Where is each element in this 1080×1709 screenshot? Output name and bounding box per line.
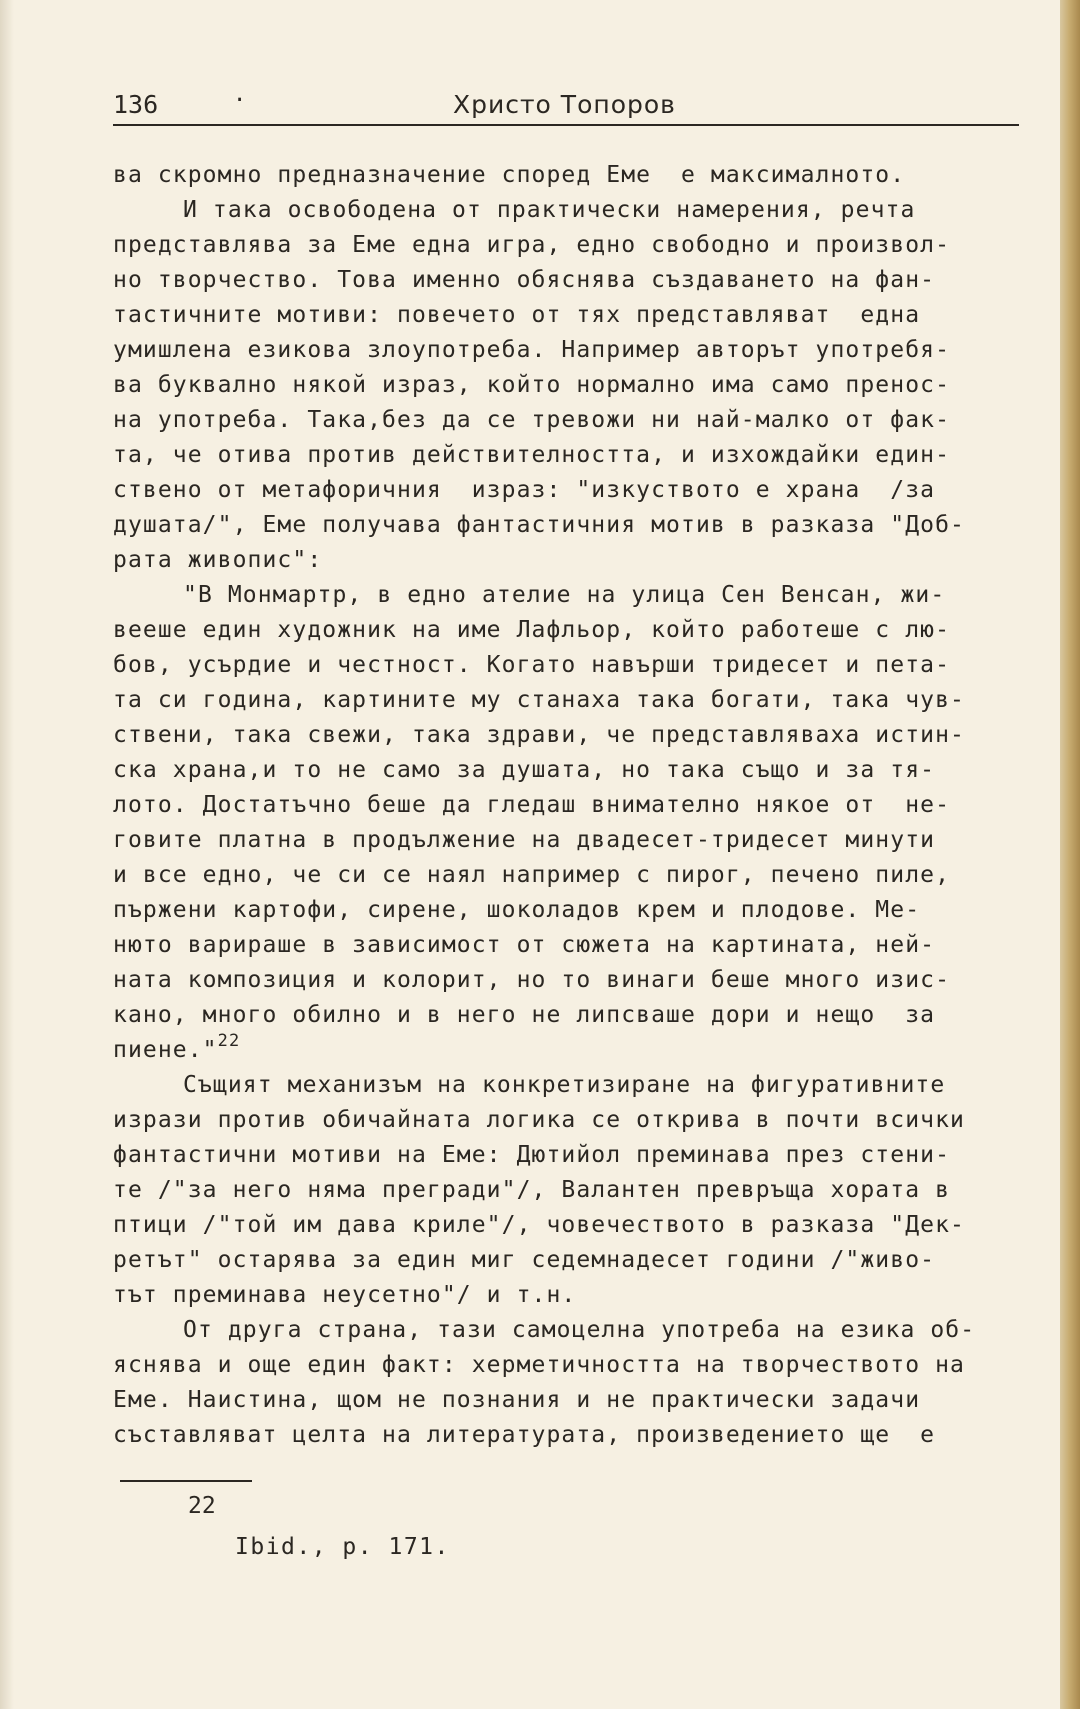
footnote-divider [120, 1480, 252, 1482]
text-line: та, че отива против действителността, и изхождайки един- [113, 442, 951, 468]
text-line: бов, усърдие и честност. Когато навърши тридесет и пета- [113, 652, 951, 678]
text-line-with-footnote-ref [113, 1033, 1053, 1068]
text-line: яснява и още един факт: херметичността на творчеството на [113, 1352, 965, 1378]
text-line: ва скромно предназначение според Еме е максималното. [113, 162, 906, 188]
text-line: пържени картофи, сирене, шоколадов крем и плодове. Ме- [113, 897, 921, 923]
text-line: и все едно, че си се наял например с пирог, печено пиле, [113, 862, 951, 888]
footnote-number: 22 [188, 1493, 216, 1519]
page-number: 136 [113, 90, 159, 119]
text-line: ствени, така свежи, така здрави, че представляваха истин- [113, 722, 965, 748]
text-line: Еме. Наистина, щом не познания и не практически задачи [113, 1387, 921, 1413]
text-line: тът преминава неусетно"/ и т.н. [113, 1282, 577, 1308]
text-line: но творчество. Това именно обяснява създаването на фан- [113, 267, 936, 293]
text-line: умишлена езикова злоупотреба. Например авторът употребя- [113, 337, 951, 363]
page-binding-edge [1060, 0, 1080, 1709]
text-line: пиене." [113, 1037, 218, 1063]
text-line: ретът" остарява за един миг седемнадесет години /"живо- [113, 1247, 936, 1273]
text-line: представлява за Еме една игра, едно свободно и произвол- [113, 232, 951, 258]
text-line: ва буквално някой израз, който нормално има само пренос- [113, 372, 951, 398]
text-line: нюто варираше в зависимост от сюжета на картината, ней- [113, 932, 936, 958]
text-line: птици /"той им дава криле"/, човечеството в разказа "Дек- [113, 1212, 965, 1238]
text-line: ска храна,и то не само за душата, но така също и за тя- [113, 757, 936, 783]
text-line: лото. Достатъчно беше да гледаш внимателно някое от не- [113, 792, 951, 818]
text-line: От друга страна, тази самоцелна употреба на езика об- [183, 1317, 976, 1343]
text-line: Същият механизъм на конкретизиране на фигуративните [183, 1072, 946, 1098]
text-line: съставляват целта на литературата, произведението ще е [113, 1422, 936, 1448]
text-line: ната композиция и колорит, но то винаги беше много изис- [113, 967, 951, 993]
text-line: И така освободена от практически намерения, речта [183, 197, 916, 223]
text-line: та си година, картините му станаха така богати, така чув- [113, 687, 965, 713]
text-line: ствено от метафоричния израз: "изкуството е храна /за [113, 477, 936, 503]
text-line: душата/", Еме получава фантастичния мотив в разказа "Доб- [113, 512, 965, 538]
page-header [113, 88, 1019, 126]
running-title: Христо Топоров [453, 90, 676, 119]
text-line: кано, много обилно и в него не липсваше дори и нещо за [113, 1002, 936, 1028]
text-line: те /"за него няма прегради"/, Валантен превръща хората в [113, 1177, 951, 1203]
body-text [113, 158, 1053, 1453]
text-line: изрази против обичайната логика се открива в почти всички [113, 1107, 965, 1133]
text-line: фантастични мотиви на Еме: Дютийол преминава през стени- [113, 1142, 951, 1168]
text-line: на употреба. Така,без да се тревожи ни най-малко от фак- [113, 407, 951, 433]
footnote-text: Ibid., p. 171. [235, 1534, 450, 1560]
text-line: "В Монмартр, в едно ателие на улица Сен Венсан, жи- [183, 582, 946, 608]
text-line: говите платна в продължение на двадесет-тридесет минути [113, 827, 936, 853]
text-line: рата живопис": [113, 547, 323, 573]
footnote-reference[interactable]: 22 [217, 1031, 241, 1051]
text-line: тастичните мотиви: повечето от тях представляват една [113, 302, 921, 328]
header-separator-dot: · [233, 88, 247, 113]
text-line: вееше един художник на име Лафльор, който работеше с лю- [113, 617, 951, 643]
